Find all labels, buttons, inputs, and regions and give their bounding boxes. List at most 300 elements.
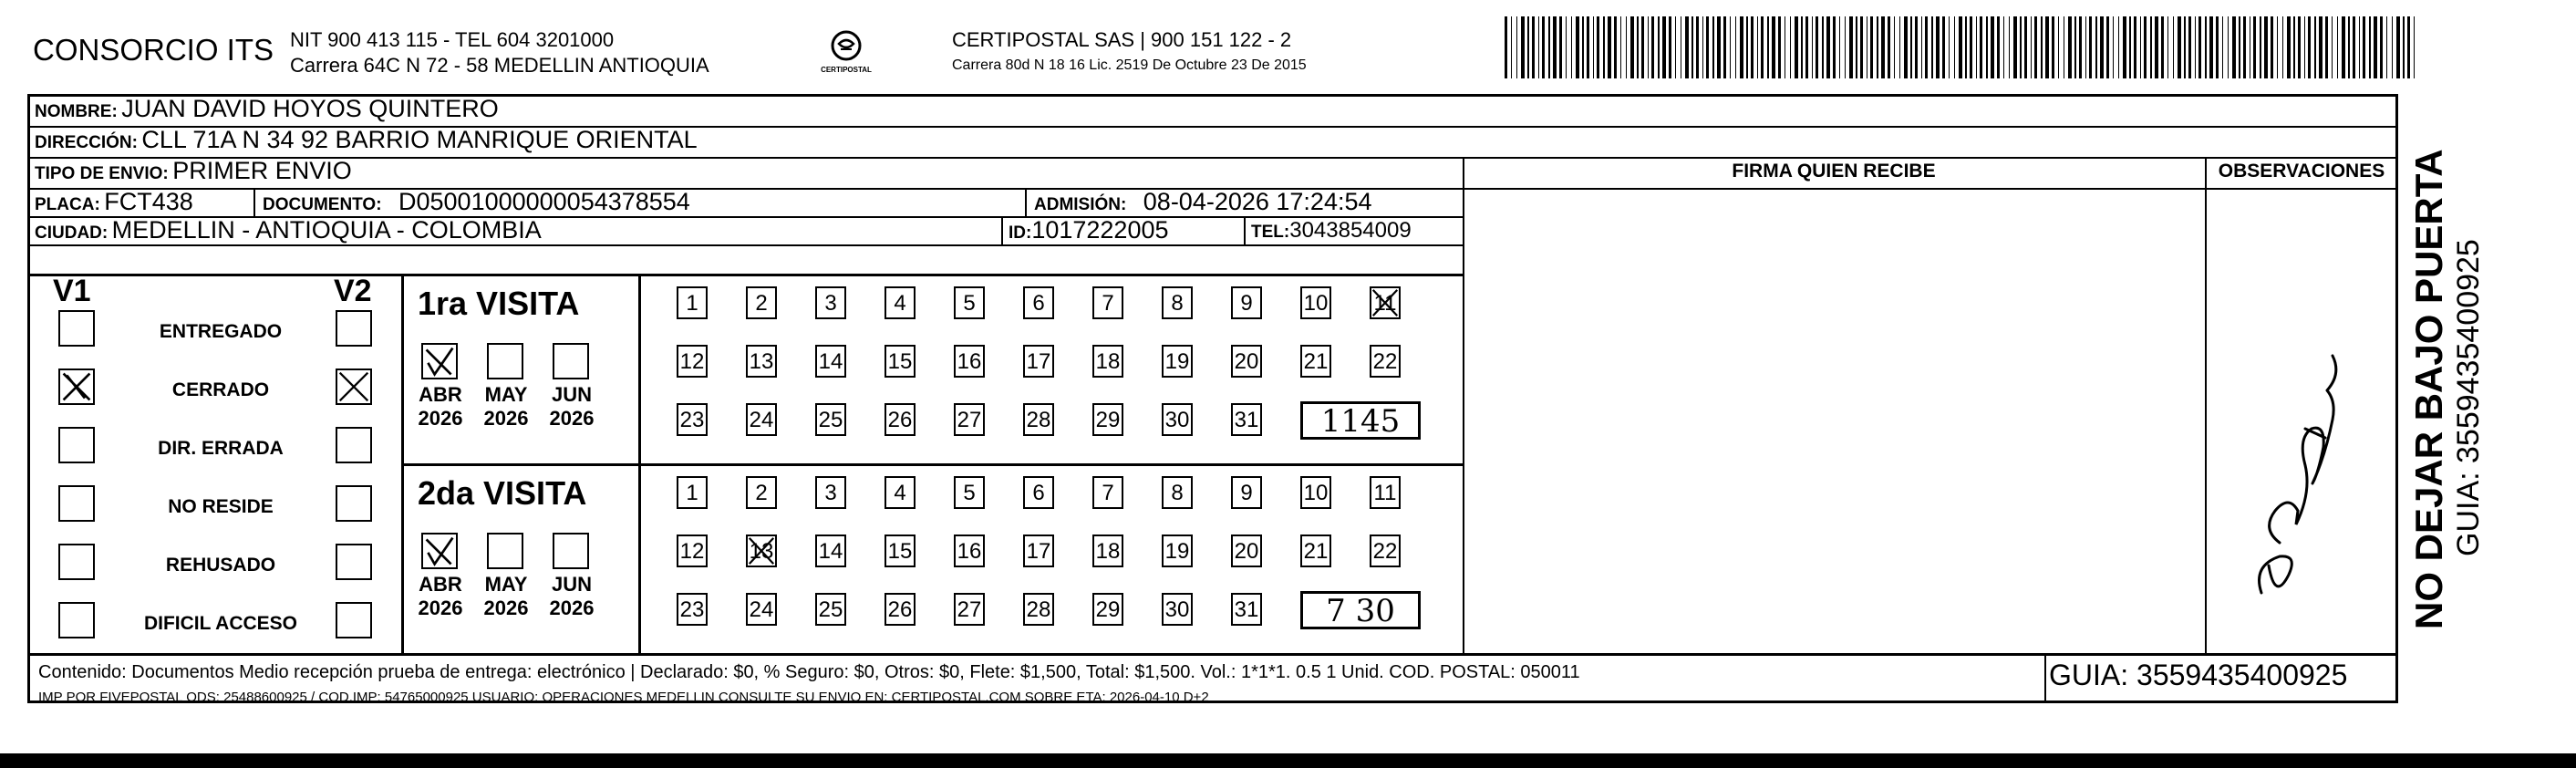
company-nit-block xyxy=(290,27,709,78)
barcode-bar xyxy=(2095,16,2097,78)
ciudad-cell xyxy=(35,216,542,244)
day-checkbox[interactable]: 29 xyxy=(1092,593,1123,626)
day-checkbox[interactable]: 2 xyxy=(746,286,777,319)
status-label: DIR. ERRADA xyxy=(158,438,284,459)
barcode-bar xyxy=(1740,16,1743,78)
barcode-bar xyxy=(1839,16,1840,78)
barcode-bar xyxy=(1626,16,1627,78)
day-checkbox[interactable]: 14 xyxy=(815,534,846,567)
tipo-envio-label: TIPO DE ENVIO: xyxy=(35,164,169,183)
barcode-bar xyxy=(2178,16,2181,78)
barcode-bar xyxy=(1538,16,1539,78)
status-label: REHUSADO xyxy=(165,555,276,576)
barcode-bar xyxy=(2403,16,2405,78)
barcode-bar xyxy=(1980,16,1982,78)
barcode-bar xyxy=(1856,16,1857,78)
day-checkbox[interactable]: 11 xyxy=(1370,476,1401,509)
barcode-bar xyxy=(2123,16,2126,78)
barcode-bar xyxy=(2232,16,2236,78)
barcode-bar xyxy=(1614,16,1617,78)
v2-checkbox[interactable] xyxy=(336,368,372,405)
barcode-bar xyxy=(1685,16,1689,78)
barcode-bar xyxy=(2100,16,2104,78)
footer-guia: GUIA: 3559435400925 xyxy=(2049,659,2348,691)
day-checkbox[interactable]: 23 xyxy=(677,403,708,436)
day-checkbox[interactable]: 24 xyxy=(746,403,777,436)
barcode-bar xyxy=(1965,16,1967,78)
barcode-bar xyxy=(1795,16,1798,78)
barcode-bar xyxy=(1761,16,1764,78)
tel-value: 3043854009 xyxy=(1289,218,1412,243)
day-checkbox[interactable]: 21 xyxy=(1300,534,1331,567)
barcode-bar xyxy=(2085,16,2086,78)
barcode-bar xyxy=(2031,16,2032,78)
month-checkbox[interactable] xyxy=(553,533,589,569)
x-mark-icon xyxy=(337,370,370,403)
barcode-bar xyxy=(1801,16,1803,78)
barcode-bar xyxy=(1931,16,1933,78)
barcode-bar xyxy=(1648,16,1649,78)
v2-checkbox[interactable] xyxy=(336,602,372,638)
barcode-bar xyxy=(2009,16,2010,78)
barcode-bar xyxy=(1925,16,1928,78)
day-checkbox[interactable]: 4 xyxy=(885,286,916,319)
barcode-bar xyxy=(1959,16,1962,78)
barcode-bar xyxy=(2198,16,2201,78)
day-checkbox[interactable]: 7 xyxy=(1092,286,1123,319)
barcode-bar xyxy=(1767,16,1769,78)
day-checkbox[interactable]: 30 xyxy=(1162,593,1193,626)
day-checkbox[interactable]: 28 xyxy=(1023,593,1054,626)
day-checkbox[interactable]: 17 xyxy=(1023,534,1054,567)
v1-checkbox[interactable] xyxy=(58,544,95,580)
day-checkbox[interactable]: 1 xyxy=(677,286,708,319)
barcode-bar xyxy=(2058,16,2059,78)
barcode-bar xyxy=(2396,16,2400,78)
barcode-bar xyxy=(2271,16,2273,78)
barcode-bar xyxy=(2314,16,2316,78)
day-checkbox[interactable]: 18 xyxy=(1092,534,1123,567)
day-checkbox[interactable]: 9 xyxy=(1231,286,1262,319)
day-checkbox[interactable]: 18 xyxy=(1092,345,1123,378)
barcode-bar xyxy=(1910,16,1912,78)
barcode-bar xyxy=(2003,16,2004,78)
day-checkbox[interactable]: 17 xyxy=(1023,345,1054,378)
ciudad-value: MEDELLIN - ANTIOQUIA - COLOMBIA xyxy=(111,216,542,244)
barcode-bar xyxy=(2150,16,2152,78)
day-checkbox[interactable]: 8 xyxy=(1162,286,1193,319)
day-checkbox[interactable]: 5 xyxy=(954,286,985,319)
barcode-bar xyxy=(1712,16,1714,78)
barcode-bar xyxy=(2253,16,2256,78)
placa-value: FCT438 xyxy=(104,188,193,215)
day-checkbox[interactable]: 13 xyxy=(746,345,777,378)
barcode-bar xyxy=(1877,16,1878,78)
day-checkbox[interactable]: 22 xyxy=(1370,345,1401,378)
barcode-bar xyxy=(1805,16,1808,78)
barcode-bar xyxy=(1571,16,1572,78)
barcode-bar xyxy=(2260,16,2261,78)
visit-title: 1ra VISITA xyxy=(418,285,580,322)
day-checkbox[interactable]: 1 xyxy=(677,476,708,509)
day-checkbox[interactable]: 27 xyxy=(954,593,985,626)
admision-cell xyxy=(1034,188,1372,216)
company-name: CONSORCIO ITS xyxy=(33,33,274,67)
barcode-bar xyxy=(1949,16,1950,78)
tel-cell xyxy=(1251,218,1412,244)
barcode-bar xyxy=(1532,16,1535,78)
barcode-bar xyxy=(2205,16,2207,78)
barcode-bar xyxy=(2013,16,2017,78)
barcode-bar xyxy=(1553,16,1557,78)
barcode-bar xyxy=(2369,16,2371,78)
barcode-bar xyxy=(1505,16,1507,78)
barcode-bar xyxy=(1812,16,1813,78)
v2-checkbox[interactable] xyxy=(336,485,372,522)
certipostal-address: Carrera 80d N 18 16 Lic. 2519 De Octubre 23 De 2015 xyxy=(952,57,1307,73)
barcode-bar xyxy=(2293,16,2295,78)
day-checkbox[interactable]: 12 xyxy=(677,534,708,567)
day-checkbox[interactable]: 4 xyxy=(885,476,916,509)
day-checkbox[interactable]: 16 xyxy=(954,534,985,567)
barcode-bar xyxy=(2173,16,2174,78)
visit-time-box[interactable]: 7 30 xyxy=(1300,591,1421,629)
barcode-bar xyxy=(1826,16,1830,78)
barcode-bar xyxy=(1735,16,1736,78)
direccion-label: DIRECCIÓN: xyxy=(35,133,138,152)
barcode-bar xyxy=(1833,16,1836,78)
barcode-bar xyxy=(1658,16,1660,78)
barcode-bar xyxy=(1620,16,1621,78)
barcode-bar xyxy=(2386,16,2387,78)
firma-header: FIRMA QUIEN RECIBE xyxy=(1732,161,1936,182)
barcode-bar xyxy=(2337,16,2338,78)
status-label: NO RESIDE xyxy=(168,496,274,517)
barcode-bar xyxy=(1527,16,1529,78)
barcode-bar xyxy=(1651,16,1654,78)
observaciones-header: OBSERVACIONES xyxy=(2218,161,2385,182)
day-checkbox[interactable]: 31 xyxy=(1231,593,1262,626)
day-checkbox[interactable]: 3 xyxy=(815,476,846,509)
v1-checkbox[interactable] xyxy=(58,602,95,638)
barcode-bar xyxy=(2363,16,2365,78)
barcode-bar xyxy=(1608,16,1611,78)
day-checkbox[interactable]: 2 xyxy=(746,476,777,509)
barcode-bar xyxy=(2325,16,2328,78)
page-edge xyxy=(0,753,2576,768)
barcode-bar xyxy=(2041,16,2043,78)
day-checkbox[interactable]: 16 xyxy=(954,345,985,378)
placa-label: PLACA: xyxy=(35,195,100,214)
barcode-bar xyxy=(1702,16,1703,78)
direccion-row xyxy=(35,126,698,154)
barcode-bar xyxy=(2155,16,2158,78)
barcode-bar xyxy=(1566,16,1567,78)
check-mark-icon xyxy=(423,345,456,378)
barcode xyxy=(1505,16,2416,78)
certipostal-block xyxy=(952,27,1307,78)
documento-value: D05001000000054378554 xyxy=(398,188,690,215)
month-checkbox[interactable] xyxy=(421,533,458,569)
day-checkbox[interactable]: 20 xyxy=(1231,534,1262,567)
day-checkbox[interactable]: 10 xyxy=(1300,286,1331,319)
barcode-bar xyxy=(2020,16,2022,78)
barcode-bar xyxy=(1691,16,1693,78)
barcode-bar xyxy=(2161,16,2164,78)
company-nit-line: NIT 900 413 115 - TEL 604 3201000 xyxy=(290,28,615,51)
barcode-bar xyxy=(1675,16,1676,78)
barcode-bar xyxy=(1516,16,1517,78)
barcode-bar xyxy=(1669,16,1671,78)
barcode-bar xyxy=(1641,16,1644,78)
barcode-bar xyxy=(1915,16,1918,78)
status-label: CERRADO xyxy=(171,379,270,400)
barcode-bar xyxy=(1970,16,1972,78)
barcode-bar xyxy=(2216,16,2219,78)
barcode-bar xyxy=(2304,16,2305,78)
barcode-bar xyxy=(2113,16,2114,78)
month-label: ABR 2026 xyxy=(418,383,463,430)
footer-print-line: IMP POR FIVEPOSTAL ODS: 25488600925 / COD.IMP: 54765000925 USUARIO: OPERACIONES MEDELLIN CONSULTE SU ENVIO EN: CERTIPOSTAL.COM SOBRE ETA: 2026-04-10 D+2 xyxy=(38,690,1209,705)
barcode-bar xyxy=(2167,16,2168,78)
barcode-bar xyxy=(2342,16,2345,78)
month-label: JUN 2026 xyxy=(549,383,595,430)
barcode-bar xyxy=(2195,16,2196,78)
delivery-form xyxy=(27,94,2398,703)
barcode-bar xyxy=(2243,16,2246,78)
v1-checkbox[interactable] xyxy=(58,485,95,522)
barcode-bar xyxy=(2319,16,2323,78)
day-checkbox[interactable]: 15 xyxy=(885,534,916,567)
month-checkbox[interactable] xyxy=(421,343,458,379)
barcode-bar xyxy=(1593,16,1594,78)
day-checkbox[interactable]: 21 xyxy=(1300,345,1331,378)
barcode-bar xyxy=(1976,16,1977,78)
company-address-line: Carrera 64C N 72 - 58 MEDELLIN ANTIOQUIA xyxy=(290,54,709,77)
barcode-bar xyxy=(2374,16,2377,78)
day-checkbox[interactable]: 9 xyxy=(1231,476,1262,509)
ciudad-label: CIUDAD: xyxy=(35,223,109,243)
barcode-bar xyxy=(2282,16,2283,78)
v2-checkbox[interactable] xyxy=(336,310,372,347)
day-checkbox[interactable]: 13 xyxy=(746,534,777,567)
barcode-bar xyxy=(2144,16,2147,78)
x-mark-icon xyxy=(60,370,93,403)
day-checkbox[interactable]: 22 xyxy=(1370,534,1401,567)
barcode-bar xyxy=(1942,16,1945,78)
barcode-bar xyxy=(1790,16,1791,78)
day-checkbox[interactable]: 30 xyxy=(1162,403,1193,436)
barcode-bar xyxy=(1662,16,1666,78)
barcode-bar xyxy=(2222,16,2223,78)
barcode-bar xyxy=(1587,16,1589,78)
barcode-bar xyxy=(2068,16,2072,78)
id-value: 1017222005 xyxy=(1031,216,1169,244)
barcode-bar xyxy=(1881,16,1885,78)
month-label: JUN 2026 xyxy=(549,573,595,619)
barcode-bar xyxy=(2228,16,2229,78)
barcode-bar xyxy=(1559,16,1562,78)
month-checkbox[interactable] xyxy=(553,343,589,379)
day-checkbox[interactable]: 29 xyxy=(1092,403,1123,436)
barcode-bar xyxy=(1746,16,1748,78)
day-checkbox[interactable]: 26 xyxy=(885,403,916,436)
barcode-bar xyxy=(1845,16,1846,78)
barcode-bar xyxy=(2298,16,2301,78)
barcode-bar xyxy=(1849,16,1853,78)
barcode-bar xyxy=(1603,16,1605,78)
barcode-bar xyxy=(1717,16,1721,78)
barcode-bar xyxy=(2129,16,2131,78)
barcode-bar xyxy=(1904,16,1908,78)
day-checkbox[interactable]: 25 xyxy=(815,593,846,626)
barcode-bar xyxy=(2353,16,2355,78)
status-label: ENTREGADO xyxy=(159,321,283,342)
barcode-bar xyxy=(1548,16,1550,78)
barcode-bar xyxy=(2184,16,2186,78)
x-mark-icon xyxy=(748,536,775,566)
month-label: MAY 2026 xyxy=(483,573,529,619)
barcode-bar xyxy=(2287,16,2291,78)
day-checkbox[interactable]: 24 xyxy=(746,593,777,626)
barcode-bar xyxy=(2332,16,2333,78)
barcode-bar xyxy=(1816,16,1818,78)
barcode-bar xyxy=(1870,16,1873,78)
documento-label: DOCUMENTO: xyxy=(263,195,382,214)
barcode-bar xyxy=(1582,16,1584,78)
barcode-bar xyxy=(2024,16,2027,78)
month-label: MAY 2026 xyxy=(483,383,529,430)
barcode-bar xyxy=(1936,16,1940,78)
barcode-bar xyxy=(1997,16,2000,78)
barcode-bar xyxy=(1597,16,1599,78)
day-checkbox[interactable]: 31 xyxy=(1231,403,1262,436)
barcode-bar xyxy=(1637,16,1639,78)
barcode-bar xyxy=(1894,16,1895,78)
day-checkbox[interactable]: 6 xyxy=(1023,286,1054,319)
barcode-bar xyxy=(1630,16,1634,78)
barcode-bar xyxy=(1921,16,1922,78)
barcode-bar xyxy=(1778,16,1781,78)
barcode-bar xyxy=(2414,16,2415,78)
barcode-bar xyxy=(1542,16,1545,78)
barcode-bar xyxy=(1511,16,1512,78)
side-notice: NO DEJAR BAJO PUERTA xyxy=(2407,149,2450,629)
tel-label: TEL: xyxy=(1251,223,1290,242)
day-checkbox[interactable]: 20 xyxy=(1231,345,1262,378)
month-label: ABR 2026 xyxy=(418,573,463,619)
barcode-bar xyxy=(2074,16,2076,78)
certipostal-nit: CERTIPOSTAL SAS | 900 151 122 - 2 xyxy=(952,28,1292,51)
day-checkbox[interactable]: 7 xyxy=(1092,476,1123,509)
barcode-bar xyxy=(2106,16,2109,78)
barcode-bar xyxy=(2264,16,2268,78)
day-checkbox[interactable]: 19 xyxy=(1162,345,1193,378)
x-mark-icon xyxy=(1371,288,1399,317)
barcode-bar xyxy=(2348,16,2350,78)
barcode-bar xyxy=(1576,16,1579,78)
barcode-bar xyxy=(2089,16,2092,78)
day-checkbox[interactable]: 11 xyxy=(1370,286,1401,319)
day-checkbox[interactable]: 6 xyxy=(1023,476,1054,509)
barcode-bar xyxy=(1986,16,1988,78)
v1-checkbox[interactable] xyxy=(58,427,95,463)
barcode-bar xyxy=(1706,16,1709,78)
barcode-bar xyxy=(2079,16,2082,78)
visit-title: 2da VISITA xyxy=(418,474,587,512)
v1-checkbox[interactable] xyxy=(58,310,95,347)
day-checkbox[interactable]: 8 xyxy=(1162,476,1193,509)
barcode-bar xyxy=(1860,16,1863,78)
direccion-value: CLL 71A N 34 92 BARRIO MANRIQUE ORIENTAL xyxy=(141,126,698,153)
day-checkbox[interactable]: 12 xyxy=(677,345,708,378)
barcode-bar xyxy=(2034,16,2037,78)
nombre-label: NOMBRE: xyxy=(35,102,118,121)
status-label: DIFICIL ACCESO xyxy=(143,613,297,634)
barcode-bar xyxy=(2308,16,2311,78)
v2-checkbox[interactable] xyxy=(336,544,372,580)
barcode-bar xyxy=(2392,16,2393,78)
tipo-envio-row xyxy=(35,157,352,185)
day-checkbox[interactable]: 5 xyxy=(954,476,985,509)
barcode-bar xyxy=(2407,16,2410,78)
id-cell xyxy=(1009,216,1169,244)
barcode-bar xyxy=(2140,16,2141,78)
barcode-bar xyxy=(1772,16,1775,78)
barcode-bar xyxy=(1822,16,1824,78)
month-checkbox[interactable] xyxy=(487,343,523,379)
check-mark-icon xyxy=(423,534,456,567)
tipo-envio-value: PRIMER ENVIO xyxy=(172,157,352,184)
barcode-bar xyxy=(2134,16,2136,78)
placa-cell xyxy=(35,188,193,216)
month-checkbox[interactable] xyxy=(487,533,523,569)
barcode-bar xyxy=(1757,16,1758,78)
day-checkbox[interactable]: 25 xyxy=(815,403,846,436)
v2-checkbox[interactable] xyxy=(336,427,372,463)
barcode-bar xyxy=(1723,16,1726,78)
day-checkbox[interactable]: 26 xyxy=(885,593,916,626)
day-checkbox[interactable]: 28 xyxy=(1023,403,1054,436)
barcode-bar xyxy=(1751,16,1754,78)
nombre-row xyxy=(35,95,499,123)
barcode-bar xyxy=(2380,16,2383,78)
nombre-value: JUAN DAVID HOYOS QUINTERO xyxy=(121,95,499,122)
barcode-bar xyxy=(2277,16,2278,78)
day-checkbox[interactable]: 19 xyxy=(1162,534,1193,567)
admision-label: ADMISIÓN: xyxy=(1034,195,1127,214)
day-checkbox[interactable]: 3 xyxy=(815,286,846,319)
day-checkbox[interactable]: 10 xyxy=(1300,476,1331,509)
v1-header: V1 xyxy=(53,274,91,308)
barcode-bar xyxy=(2052,16,2054,78)
v2-header: V2 xyxy=(334,274,372,308)
logo-text: CERTIPOSTAL xyxy=(821,66,872,74)
barcode-bar xyxy=(1991,16,1994,78)
visit-time-box[interactable]: 1145 xyxy=(1300,401,1421,440)
barcode-bar xyxy=(2209,16,2213,78)
day-checkbox[interactable]: 15 xyxy=(885,345,916,378)
barcode-bar xyxy=(1954,16,1955,78)
barcode-bar xyxy=(2359,16,2360,78)
day-checkbox[interactable]: 14 xyxy=(815,345,846,378)
barcode-bar xyxy=(1899,16,1900,78)
admision-value: 08-04-2026 17:24:54 xyxy=(1143,188,1372,215)
day-checkbox[interactable]: 27 xyxy=(954,403,985,436)
day-checkbox[interactable]: 23 xyxy=(677,593,708,626)
observaciones-signature xyxy=(2225,337,2353,611)
v1-checkbox[interactable] xyxy=(58,368,95,405)
